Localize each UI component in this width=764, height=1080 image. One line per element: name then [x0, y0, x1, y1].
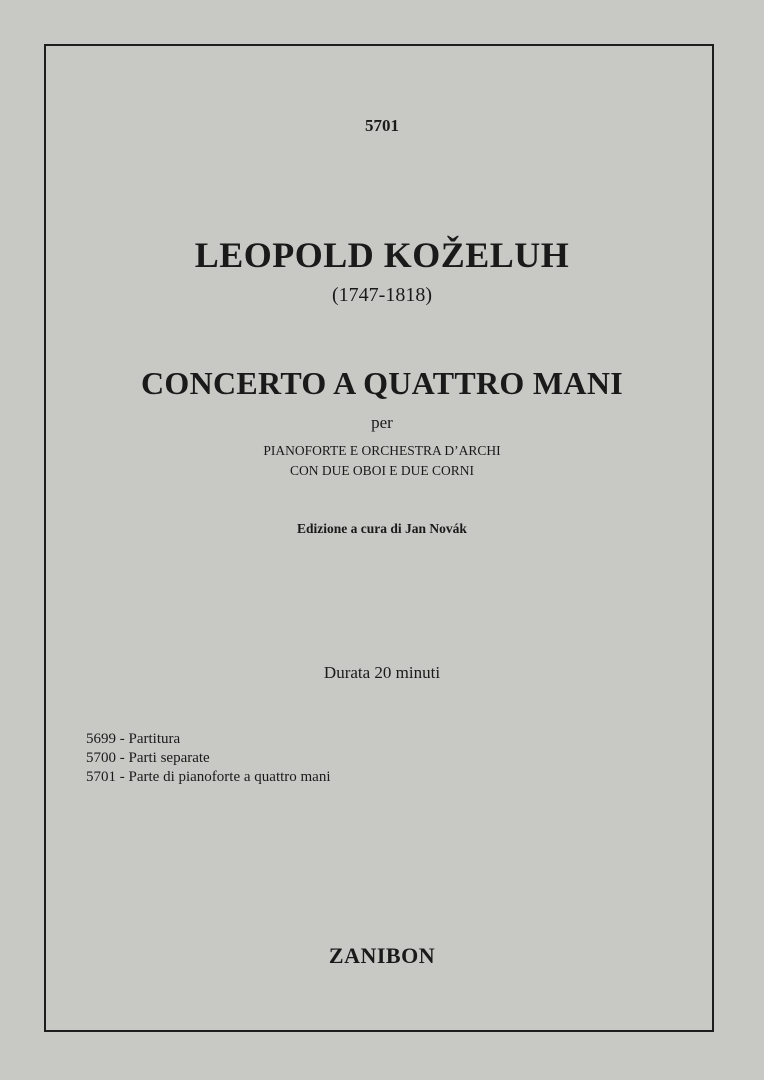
publisher-name: ZANIBON	[328, 943, 436, 968]
composer-name: LEOPOLD KOŽELUH	[194, 235, 570, 275]
composer-dates: (1747-1818)	[332, 284, 432, 306]
edition-item: 5701 - Parte di pianoforte a quattro mani	[86, 769, 331, 785]
duration-text: Durata 20 minuti	[323, 663, 441, 682]
per-label: per	[371, 413, 393, 432]
edition-item: 5700 - Parti separate	[86, 750, 210, 766]
editions-list	[86, 730, 331, 787]
edition-item: 5699 - Partitura	[86, 731, 181, 747]
instrumentation-line-1: PIANOFORTE E ORCHESTRA D’ARCHI	[263, 443, 501, 458]
work-title: CONCERTO A QUATTRO MANI	[141, 365, 623, 401]
editor-credit: Edizione a cura di Jan Novák	[297, 521, 467, 536]
catalog-number: 5701	[365, 116, 399, 135]
page-border	[44, 44, 714, 1032]
instrumentation-line-2: CON DUE OBOI E DUE CORNI	[289, 463, 475, 478]
